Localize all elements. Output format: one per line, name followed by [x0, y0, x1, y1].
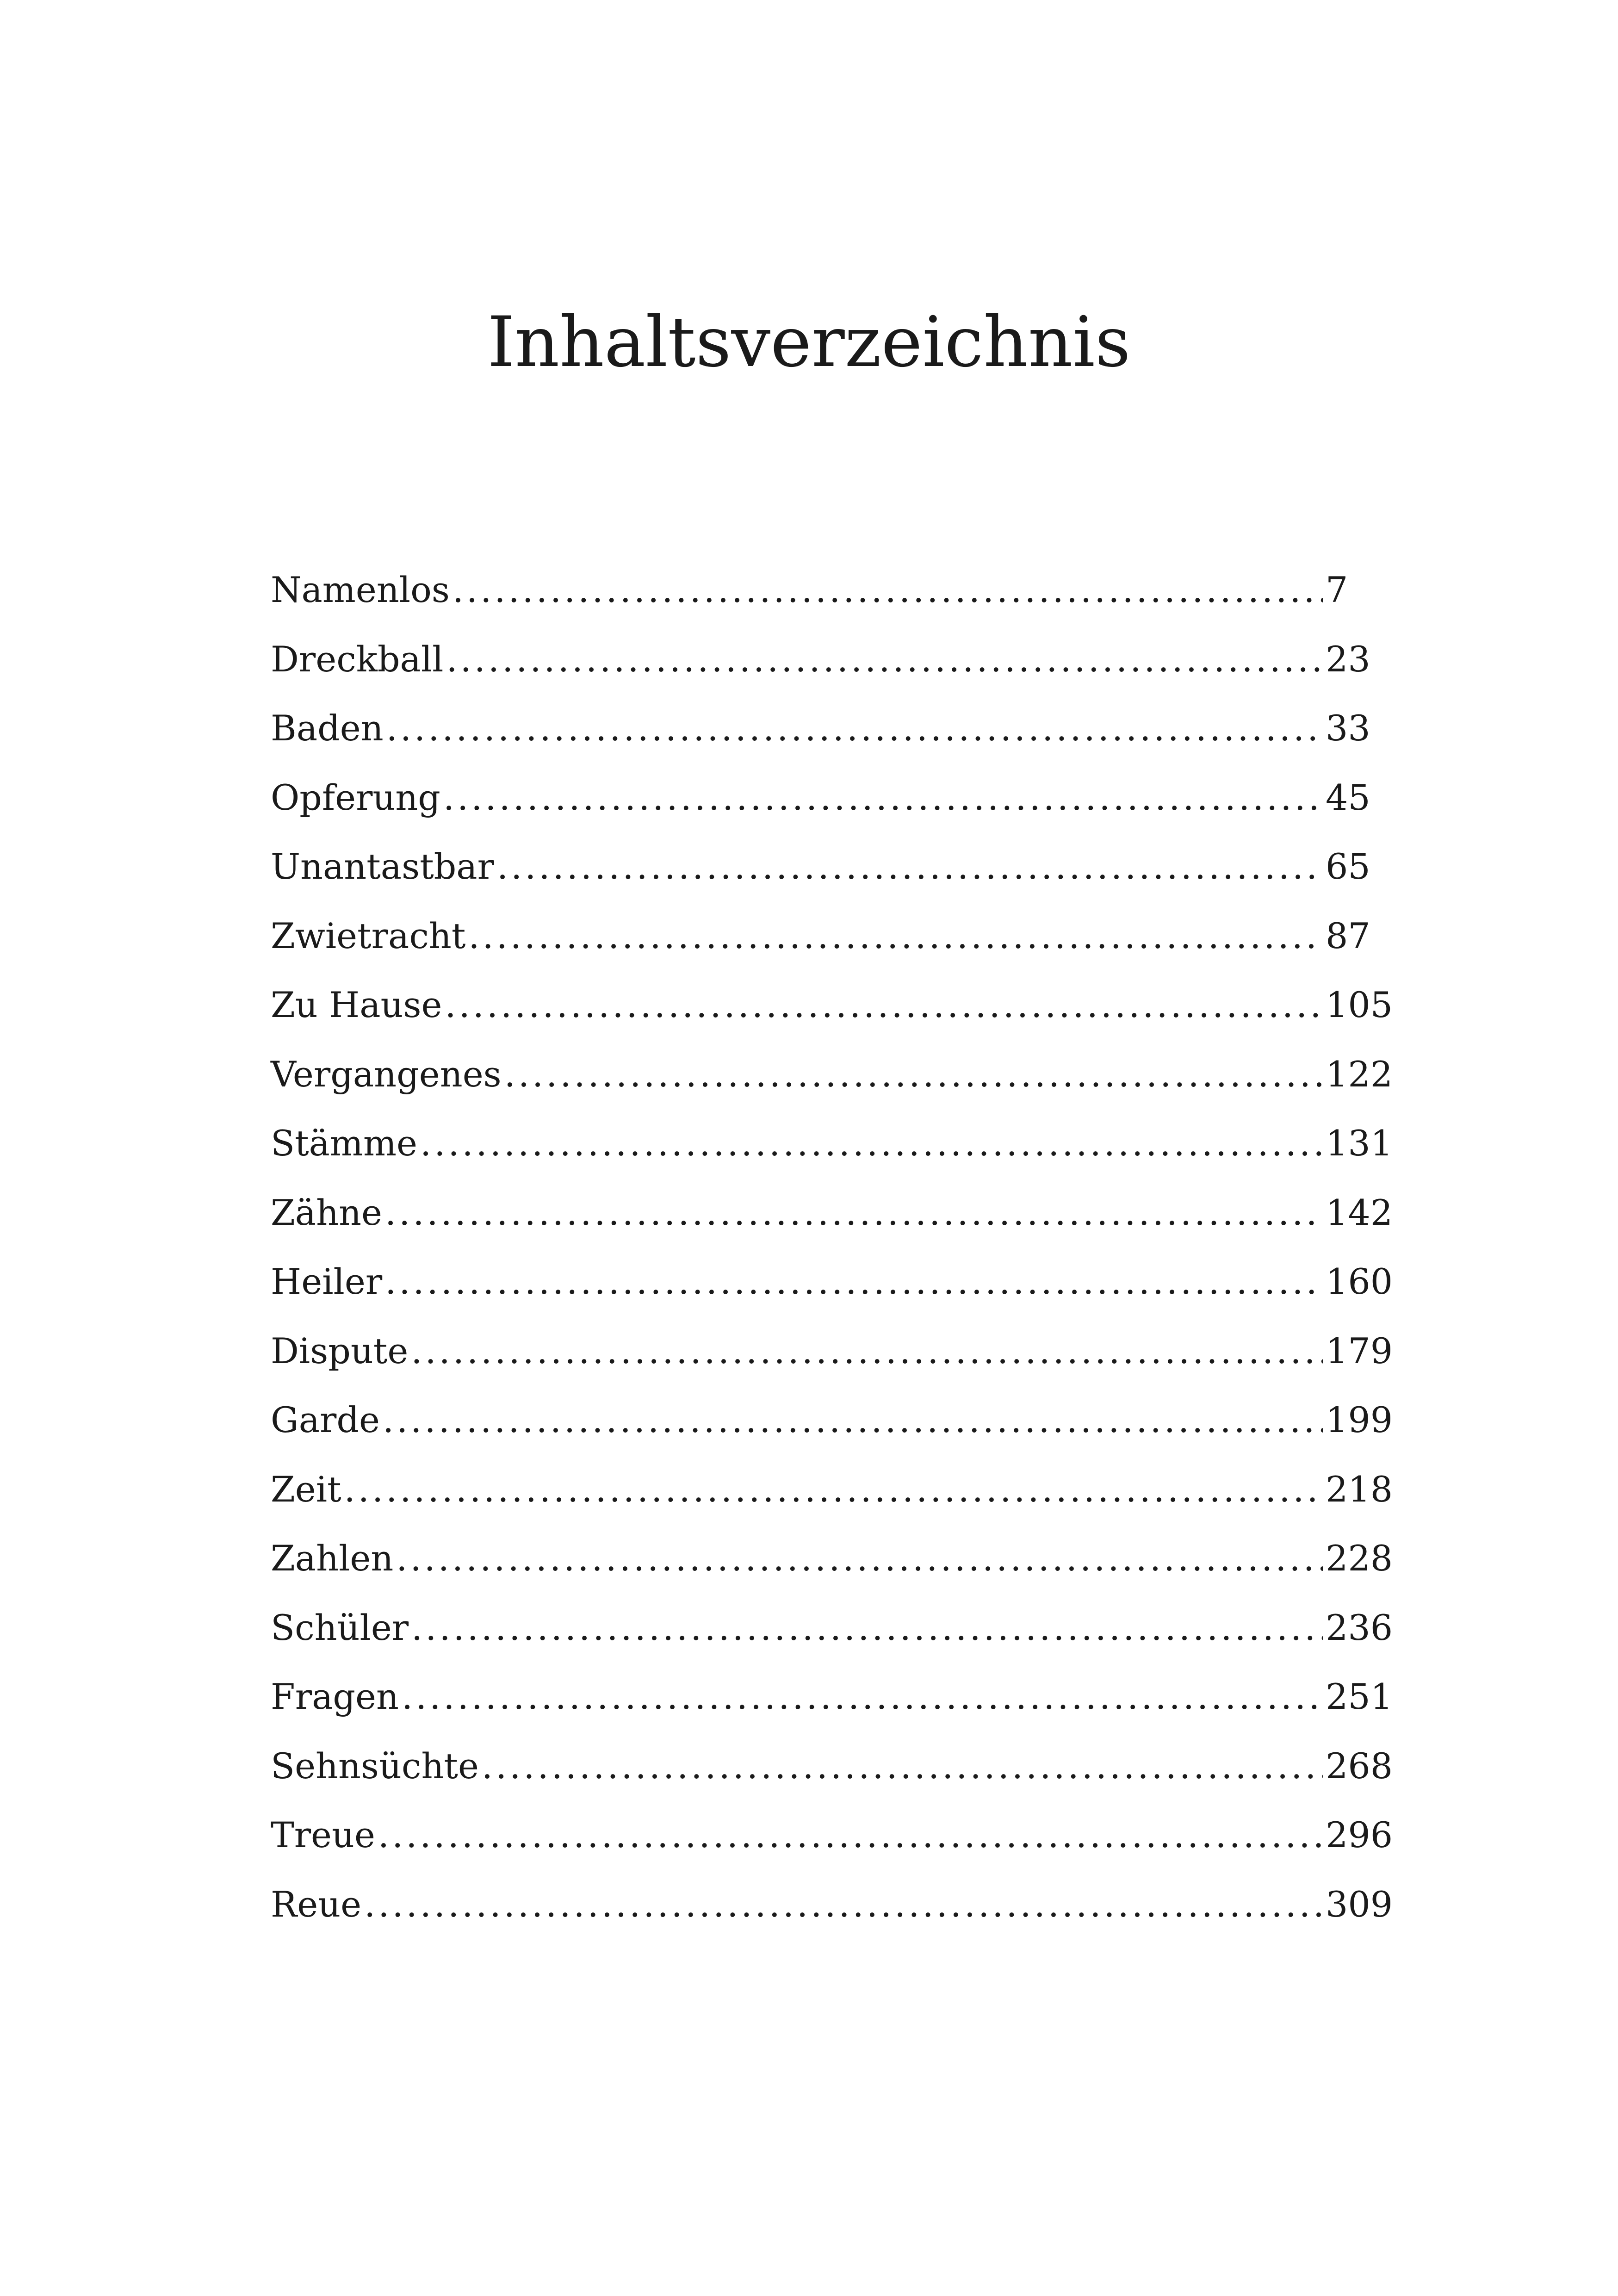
toc-entry	[271, 694, 1390, 763]
toc-entry	[271, 832, 1390, 901]
dot-leader	[383, 1385, 1323, 1455]
toc-entry	[271, 555, 1390, 625]
dot-leader	[497, 832, 1323, 901]
toc-entry-title: Garde	[271, 1399, 380, 1440]
toc-entry-title: Reue	[271, 1883, 362, 1925]
dot-leader	[504, 1040, 1323, 1109]
dot-leader	[402, 1662, 1323, 1731]
toc-entry-title: Dreckball	[271, 638, 444, 680]
toc-entry	[271, 625, 1390, 694]
toc-entry	[271, 1385, 1393, 1455]
dot-leader	[420, 1109, 1323, 1178]
toc-entry-page-number: 105	[1326, 984, 1393, 1025]
toc-entry-page-number: 122	[1326, 1053, 1393, 1095]
toc-entry-page-number: 33	[1326, 707, 1370, 749]
dot-leader	[385, 1247, 1323, 1316]
toc-entry	[271, 1316, 1393, 1386]
toc-entry-title: Baden	[271, 707, 384, 749]
toc-entry	[271, 970, 1393, 1040]
toc-entry-page-number: 218	[1326, 1468, 1393, 1510]
toc-entry-title: Heiler	[271, 1261, 383, 1302]
dot-leader	[443, 763, 1323, 832]
toc-entry-title: Opferung	[271, 776, 440, 818]
dot-leader	[468, 901, 1323, 971]
toc-entry-title: Schüler	[271, 1607, 409, 1648]
toc-entry-title: Vergangenes	[271, 1053, 502, 1095]
toc-entry-title: Stämme	[271, 1123, 418, 1164]
dot-leader	[482, 1731, 1323, 1801]
toc-entry-page-number: 142	[1326, 1191, 1393, 1233]
toc-entry-page-number: 179	[1326, 1330, 1393, 1371]
dot-leader	[411, 1593, 1323, 1663]
toc-entry-page-number: 160	[1326, 1261, 1393, 1302]
toc-entry-page-number: 296	[1326, 1814, 1393, 1855]
dot-leader	[445, 970, 1323, 1040]
toc-entry	[271, 1178, 1393, 1247]
toc-entry	[271, 1870, 1393, 1939]
toc-entry	[271, 1455, 1393, 1524]
toc-entry	[271, 763, 1390, 832]
toc-entry	[271, 1524, 1393, 1593]
dot-leader	[364, 1870, 1323, 1939]
toc-entry	[271, 1040, 1393, 1109]
toc-entry	[271, 1247, 1393, 1316]
toc-entry-page-number: 228	[1326, 1538, 1393, 1579]
toc-entry-page-number: 65	[1326, 846, 1370, 887]
toc-entry-page-number: 236	[1326, 1607, 1393, 1648]
toc-entry-page-number: 131	[1326, 1123, 1393, 1164]
toc-entry	[271, 901, 1390, 971]
toc-entry-title: Fragen	[271, 1676, 399, 1717]
dot-leader	[446, 625, 1323, 694]
toc-entry-title: Zeit	[271, 1468, 341, 1510]
dot-leader	[385, 1178, 1323, 1247]
page-title: Inhaltsverzeichnis	[487, 302, 1131, 383]
toc-entry-page-number: 87	[1326, 915, 1370, 956]
toc-entry-title: Zahlen	[271, 1538, 394, 1579]
toc-entry-title: Unantastbar	[271, 846, 494, 887]
table-of-contents	[271, 555, 1393, 1939]
toc-entry-page-number: 23	[1326, 638, 1370, 680]
toc-entry-title: Zwietracht	[271, 915, 466, 956]
toc-entry-page-number: 309	[1326, 1883, 1393, 1925]
toc-entry	[271, 1731, 1393, 1801]
toc-entry-page-number: 199	[1326, 1399, 1393, 1440]
toc-entry-page-number: 45	[1326, 776, 1370, 818]
toc-entry-page-number: 251	[1326, 1676, 1393, 1717]
toc-entry-title: Dispute	[271, 1330, 409, 1371]
toc-entry	[271, 1662, 1393, 1731]
dot-leader	[344, 1455, 1323, 1524]
toc-entry-title: Zähne	[271, 1191, 382, 1233]
dot-leader	[386, 694, 1323, 763]
toc-entry-title: Sehnsüchte	[271, 1745, 479, 1787]
dot-leader	[411, 1316, 1323, 1386]
toc-entry	[271, 1109, 1393, 1178]
toc-entry-title: Treue	[271, 1814, 375, 1855]
dot-leader	[396, 1524, 1323, 1593]
toc-entry-page-number: 268	[1326, 1745, 1393, 1787]
dot-leader	[378, 1800, 1323, 1870]
toc-entry	[271, 1593, 1393, 1663]
toc-entry-page-number: 7	[1326, 569, 1348, 610]
toc-entry-title: Namenlos	[271, 569, 450, 610]
toc-entry	[271, 1800, 1393, 1870]
toc-entry-title: Zu Hause	[271, 984, 442, 1025]
dot-leader	[453, 555, 1323, 625]
